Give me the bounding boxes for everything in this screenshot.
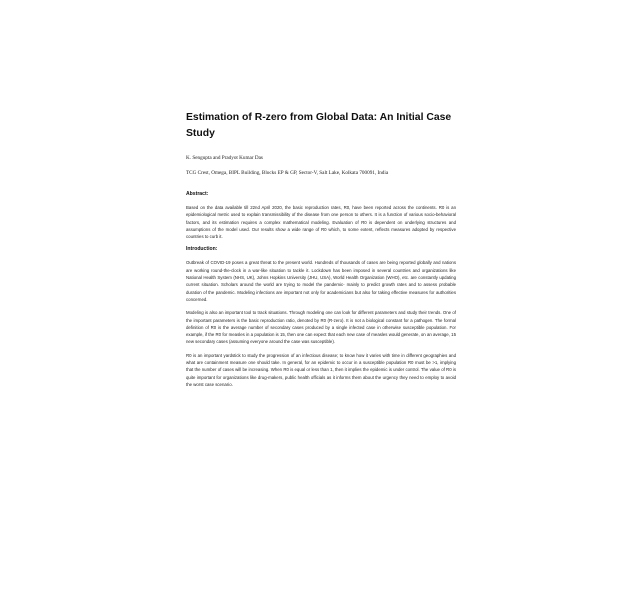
- abstract-heading: Abstract:: [186, 191, 209, 197]
- authors: K. Sengupta and Pradyot Kumar Das: [186, 155, 263, 161]
- intro-paragraph-3: R0 is an important yardstick to study the progression of an infectious disease; to know how it varies with time in different geographies and what are containment measure one should take. In general, for an epidemic to occur in a susceptible population R0 must be >1, implying that the number of cases will be increasing. When R0 is equal or less than 1, then it implies the epidemic is under control. The value of R0 is quite important for organizations like drug-makers, public health officials as it informs them about the urgency they need to employ to avoid the worst case scenario.: [186, 352, 456, 387]
- paper-title: [186, 110, 456, 142]
- intro-paragraph-1: Outbreak of COVID-19 poses a great threat to the present world. Hundreds of thousands of cases are being reported globally and nations are working round-the-clock in a war-like situation to tackle it. Lockdown has been imposed in several countries and organizations like National Health System (NHS, UK), Johns Hopkins University (JHU, USA), World Health Organization (WHO), etc. are constantly updating current situation. Scholars around the world are trying to model the pandemic- mainly to predict growth rates and to assess probable duration of the pandemic. Modeling infections are important not only for academicians but also for taking effective measures for authorities concerned.: [186, 260, 456, 302]
- intro-paragraph-2: Modeling is also an important tool to track situations. Through modeling one can look for different parameters and study their trends. One of the important parameters is the basic reproduction ratio, denoted by R0 (R-zero). It is not a biological constant for a pathogen. The formal definition of R0 is the average number of secondary cases produced by a single infected case in otherwise susceptible population. For example, if the R0 for measles in a population is 15, then one can expect that each new case of measles would generate, on an average, 15 new secondary cases (assuming everyone around the case was susceptible).: [186, 310, 456, 345]
- title-line-1: Estimation of R-zero from Global Data: An Initial Case: [186, 112, 452, 123]
- affiliation: TCG Crest, Omega, BIPL Building, Blocks EP & GP, Sector-V, Salt Lake, Kolkata 700091, India: [186, 170, 389, 176]
- paper-body: [186, 110, 456, 388]
- introduction-heading: Introduction:: [186, 246, 218, 253]
- abstract-text: Based on the data available till 22nd April 2020, the basic reproduction rates, R0, have been reported across the continents. R0 is an epidemiological metric used to explain transmissibility of the disease from one person to others. It is a function of various socio-behavioral factors, and its estimation requires a complex mathematical modeling. Evaluation of R0 is dependent on underlying structures and assumptions of the model used. Our results show a wide range of R0 which, to some extent, reflects measures adopted by respective countries to curb it.: [186, 205, 456, 240]
- title-line-2: Study: [186, 128, 215, 139]
